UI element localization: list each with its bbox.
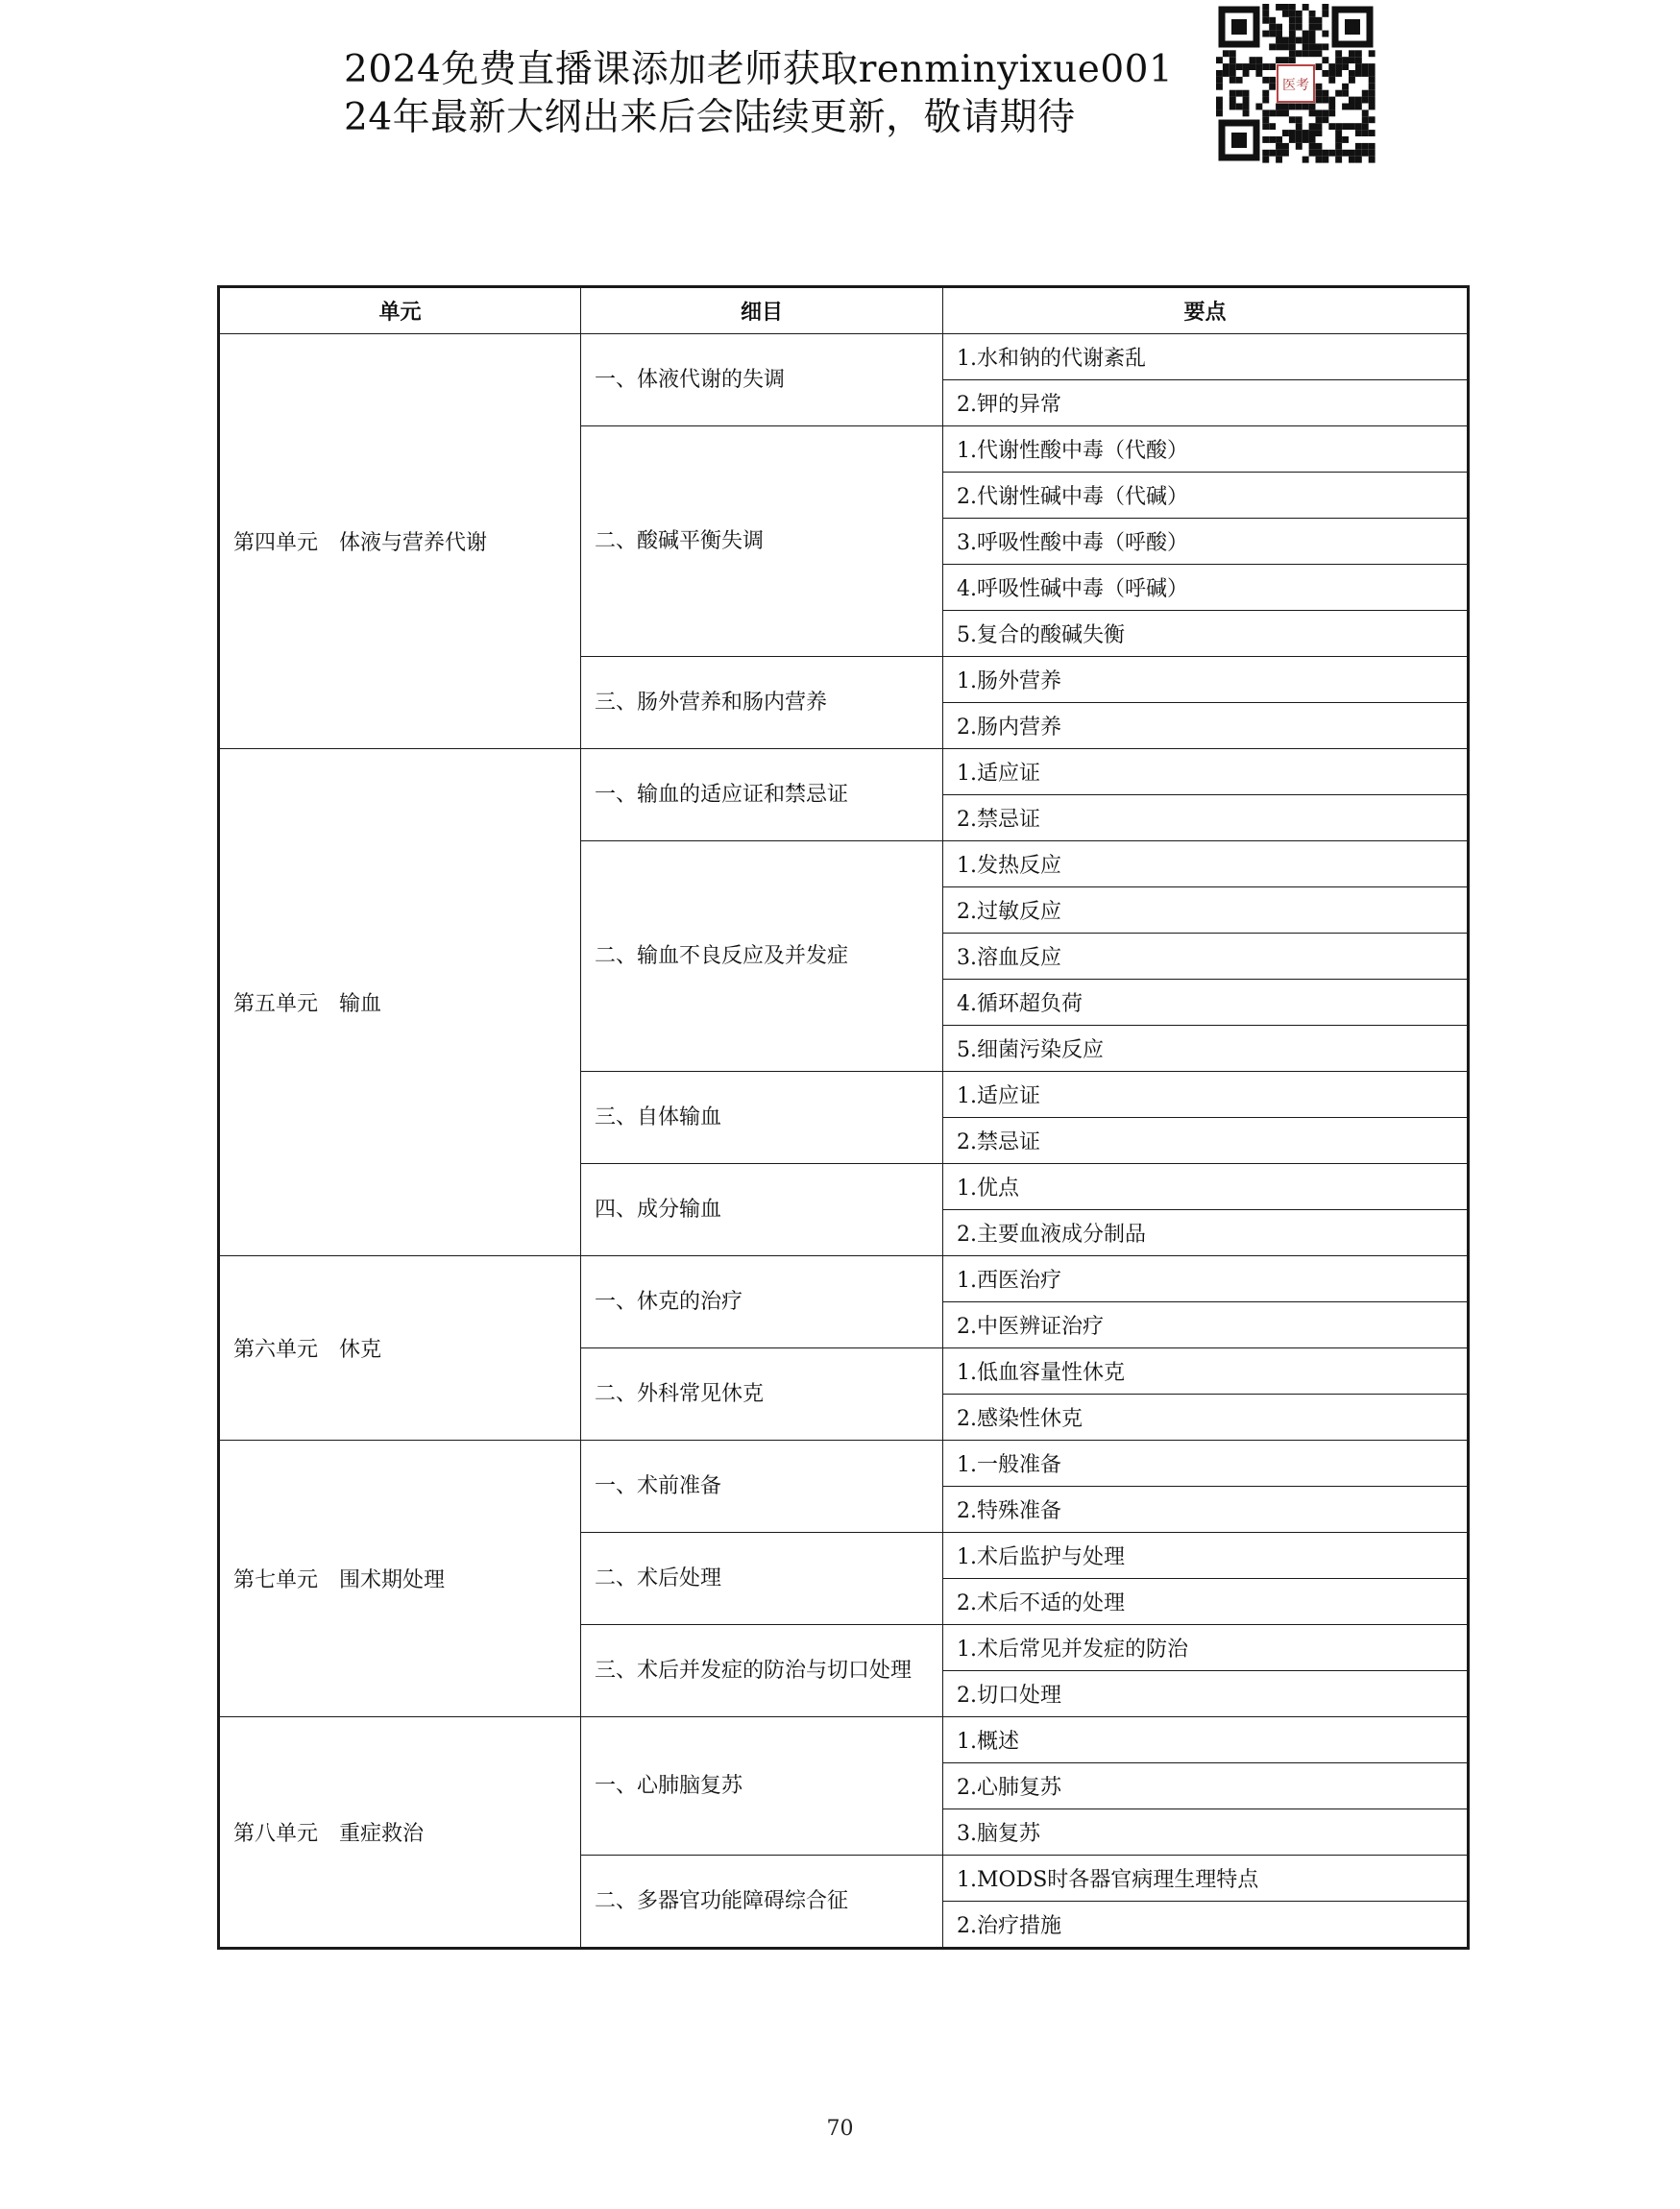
qr-module bbox=[1269, 77, 1276, 84]
qr-module bbox=[1328, 97, 1335, 104]
header-line-1: 2024免费直播课添加老师获取renminyixue001 bbox=[344, 48, 1174, 91]
qr-module bbox=[1262, 17, 1269, 24]
point-cell: 1.适应证 bbox=[943, 1072, 1469, 1118]
qr-module bbox=[1230, 70, 1236, 77]
qr-module bbox=[1250, 63, 1256, 70]
qr-module bbox=[1309, 11, 1316, 17]
qr-module bbox=[1362, 123, 1369, 130]
point-cell: 1.代谢性酸中毒（代酸） bbox=[943, 426, 1469, 473]
qr-module bbox=[1243, 104, 1250, 110]
qr-module bbox=[1328, 77, 1335, 84]
qr-module bbox=[1216, 77, 1223, 84]
unit-cell: 第四单元 体液与营养代谢 bbox=[219, 334, 581, 749]
qr-module bbox=[1335, 157, 1342, 163]
qr-module bbox=[1236, 63, 1243, 70]
qr-module bbox=[1362, 109, 1369, 116]
syllabus-table bbox=[217, 285, 1470, 1950]
qr-module bbox=[1303, 31, 1309, 37]
qr-module bbox=[1289, 130, 1296, 136]
point-cell: 2.禁忌证 bbox=[943, 795, 1469, 841]
page-number: 70 bbox=[826, 2117, 854, 2141]
qr-module bbox=[1362, 143, 1369, 150]
qr-module bbox=[1369, 63, 1376, 70]
qr-module bbox=[1342, 84, 1349, 90]
syllabus-body bbox=[219, 334, 1469, 1949]
column-header-detail: 细目 bbox=[581, 287, 943, 334]
qr-module bbox=[1255, 63, 1262, 70]
qr-module bbox=[1328, 123, 1335, 130]
qr-module bbox=[1276, 4, 1282, 11]
qr-module bbox=[1216, 57, 1223, 63]
point-cell: 1.术后常见并发症的防治 bbox=[943, 1625, 1469, 1671]
qr-module bbox=[1349, 77, 1355, 84]
qr-module bbox=[1322, 150, 1328, 157]
qr-module bbox=[1362, 130, 1369, 136]
point-cell: 3.呼吸性酸中毒（呼酸） bbox=[943, 519, 1469, 565]
qr-module bbox=[1223, 70, 1230, 77]
qr-module bbox=[1328, 70, 1335, 77]
qr-module bbox=[1316, 157, 1323, 163]
qr-module bbox=[1316, 63, 1323, 70]
qr-module bbox=[1369, 77, 1376, 84]
qr-module bbox=[1335, 57, 1342, 63]
qr-module bbox=[1342, 57, 1349, 63]
qr-module bbox=[1316, 123, 1323, 130]
qr-module bbox=[1269, 150, 1276, 157]
qr-module bbox=[1262, 11, 1269, 17]
qr-module bbox=[1230, 50, 1236, 57]
qr-module bbox=[1328, 109, 1335, 116]
point-cell: 2.代谢性碱中毒（代碱） bbox=[943, 473, 1469, 519]
detail-cell: 三、自体输血 bbox=[581, 1072, 943, 1164]
qr-module bbox=[1236, 90, 1243, 97]
qr-module bbox=[1230, 57, 1236, 63]
qr-module bbox=[1342, 123, 1349, 130]
qr-module bbox=[1309, 150, 1316, 157]
qr-module bbox=[1303, 136, 1309, 143]
qr-module bbox=[1289, 116, 1296, 123]
qr-module bbox=[1303, 37, 1309, 44]
qr-module bbox=[1216, 84, 1223, 90]
point-cell: 2.心肺复苏 bbox=[943, 1763, 1469, 1809]
qr-module bbox=[1262, 90, 1269, 97]
qr-module bbox=[1355, 104, 1362, 110]
qr-module bbox=[1342, 136, 1349, 143]
qr-module bbox=[1369, 157, 1376, 163]
table-row bbox=[219, 1441, 1469, 1487]
qr-module bbox=[1349, 50, 1355, 57]
qr-module bbox=[1362, 150, 1369, 157]
point-cell: 1.低血容量性休克 bbox=[943, 1348, 1469, 1395]
point-cell: 2.感染性休克 bbox=[943, 1395, 1469, 1441]
qr-module bbox=[1328, 63, 1335, 70]
qr-module bbox=[1289, 136, 1296, 143]
qr-module bbox=[1223, 63, 1230, 70]
qr-module bbox=[1303, 130, 1309, 136]
qr-module bbox=[1369, 50, 1376, 57]
qr-module bbox=[1255, 70, 1262, 77]
qr-module bbox=[1322, 31, 1328, 37]
qr-module bbox=[1335, 90, 1342, 97]
table-row bbox=[219, 1256, 1469, 1302]
qr-module bbox=[1276, 104, 1282, 110]
qr-module bbox=[1276, 31, 1282, 37]
qr-module bbox=[1309, 24, 1316, 31]
qr-module bbox=[1262, 157, 1269, 163]
qr-module bbox=[1369, 143, 1376, 150]
qr-module bbox=[1335, 143, 1342, 150]
qr-module bbox=[1316, 109, 1323, 116]
qr-module bbox=[1276, 57, 1282, 63]
qr-module bbox=[1369, 150, 1376, 157]
point-cell: 3.脑复苏 bbox=[943, 1809, 1469, 1856]
point-cell: 1.水和钠的代谢紊乱 bbox=[943, 334, 1469, 380]
detail-cell: 二、术后处理 bbox=[581, 1533, 943, 1625]
table-row bbox=[219, 1717, 1469, 1763]
detail-cell: 二、多器官功能障碍综合征 bbox=[581, 1856, 943, 1949]
qr-module bbox=[1243, 90, 1250, 97]
point-cell: 2.钾的异常 bbox=[943, 380, 1469, 426]
qr-module bbox=[1322, 90, 1328, 97]
qr-module bbox=[1342, 63, 1349, 70]
qr-module bbox=[1276, 136, 1282, 143]
column-header-point: 要点 bbox=[943, 287, 1469, 334]
qr-module bbox=[1369, 84, 1376, 90]
qr-module bbox=[1276, 157, 1282, 163]
qr-module bbox=[1262, 116, 1269, 123]
qr-module bbox=[1309, 50, 1316, 57]
qr-module bbox=[1262, 77, 1269, 84]
point-cell: 2.术后不适的处理 bbox=[943, 1579, 1469, 1625]
qr-module bbox=[1309, 143, 1316, 150]
qr-module bbox=[1335, 136, 1342, 143]
point-cell: 1.术后监护与处理 bbox=[943, 1533, 1469, 1579]
qr-module bbox=[1303, 157, 1309, 163]
qr-module bbox=[1316, 43, 1323, 50]
detail-cell: 二、输血不良反应及并发症 bbox=[581, 841, 943, 1072]
qr-module bbox=[1289, 11, 1296, 17]
qr-module bbox=[1355, 157, 1362, 163]
qr-module bbox=[1276, 150, 1282, 157]
qr-module bbox=[1335, 70, 1342, 77]
qr-module bbox=[1369, 130, 1376, 136]
point-cell: 1.肠外营养 bbox=[943, 657, 1469, 703]
qr-module bbox=[1262, 97, 1269, 104]
qr-module bbox=[1303, 4, 1309, 11]
qr-module bbox=[1328, 150, 1335, 157]
unit-cell: 第六单元 休克 bbox=[219, 1256, 581, 1441]
header-line-2: 24年最新大纲出来后会陆续更新，敬请期待 bbox=[344, 96, 1076, 139]
qr-module bbox=[1355, 50, 1362, 57]
qr-module bbox=[1355, 123, 1362, 130]
qr-module bbox=[1349, 104, 1355, 110]
point-cell: 1.一般准备 bbox=[943, 1441, 1469, 1487]
qr-module bbox=[1369, 116, 1376, 123]
qr-module bbox=[1335, 63, 1342, 70]
qr-module bbox=[1262, 109, 1269, 116]
qr-module bbox=[1362, 97, 1369, 104]
point-cell: 1.适应证 bbox=[943, 749, 1469, 795]
qr-module bbox=[1289, 43, 1296, 50]
qr-module bbox=[1349, 70, 1355, 77]
qr-module bbox=[1262, 63, 1269, 70]
point-cell: 1.发热反应 bbox=[943, 841, 1469, 887]
unit-cell: 第五单元 输血 bbox=[219, 749, 581, 1256]
qr-module bbox=[1355, 63, 1362, 70]
qr-module bbox=[1309, 37, 1316, 44]
qr-module bbox=[1269, 43, 1276, 50]
detail-cell: 二、酸碱平衡失调 bbox=[581, 426, 943, 657]
qr-module bbox=[1335, 123, 1342, 130]
qr-module bbox=[1282, 143, 1289, 150]
qr-module bbox=[1282, 104, 1289, 110]
qr-module bbox=[1335, 150, 1342, 157]
point-cell: 2.肠内营养 bbox=[943, 703, 1469, 749]
qr-module bbox=[1296, 130, 1303, 136]
qr-module bbox=[1362, 63, 1369, 70]
qr-module bbox=[1309, 17, 1316, 24]
qr-module bbox=[1296, 143, 1303, 150]
qr-module bbox=[1303, 104, 1309, 110]
qr-module bbox=[1316, 143, 1323, 150]
qr-module bbox=[1255, 57, 1262, 63]
point-cell: 1.概述 bbox=[943, 1717, 1469, 1763]
qr-module bbox=[1349, 157, 1355, 163]
qr-module bbox=[1369, 97, 1376, 104]
qr-module bbox=[1316, 17, 1323, 24]
qr-module bbox=[1322, 116, 1328, 123]
point-cell: 2.中医辨证治疗 bbox=[943, 1302, 1469, 1348]
qr-module bbox=[1322, 4, 1328, 11]
qr-module bbox=[1342, 104, 1349, 110]
qr-module bbox=[1349, 123, 1355, 130]
qr-module bbox=[1303, 43, 1309, 50]
table-row bbox=[219, 749, 1469, 795]
qr-module bbox=[1316, 84, 1323, 90]
qr-module bbox=[1355, 130, 1362, 136]
qr-module bbox=[1349, 57, 1355, 63]
qr-module bbox=[1282, 4, 1289, 11]
qr-module bbox=[1342, 150, 1349, 157]
qr-module bbox=[1289, 50, 1296, 57]
qr-module bbox=[1289, 57, 1296, 63]
qr-module bbox=[1362, 116, 1369, 123]
qr-module bbox=[1322, 70, 1328, 77]
qr-module bbox=[1289, 17, 1296, 24]
qr-module bbox=[1296, 50, 1303, 57]
qr-module bbox=[1255, 104, 1262, 110]
point-cell: 5.复合的酸碱失衡 bbox=[943, 611, 1469, 657]
point-cell: 2.过敏反应 bbox=[943, 887, 1469, 934]
qr-module bbox=[1342, 90, 1349, 97]
qr-module bbox=[1282, 11, 1289, 17]
table-header-row bbox=[219, 287, 1469, 334]
qr-module bbox=[1216, 97, 1223, 104]
qr-module bbox=[1269, 17, 1276, 24]
qr-module bbox=[1309, 104, 1316, 110]
point-cell: 3.溶血反应 bbox=[943, 934, 1469, 980]
qr-module bbox=[1289, 31, 1296, 37]
qr-module bbox=[1355, 143, 1362, 150]
point-cell: 1.MODS时各器官病理生理特点 bbox=[943, 1856, 1469, 1902]
qr-module bbox=[1269, 31, 1276, 37]
detail-cell: 一、心肺脑复苏 bbox=[581, 1717, 943, 1856]
qr-module bbox=[1369, 70, 1376, 77]
qr-module bbox=[1269, 136, 1276, 143]
qr-module bbox=[1269, 63, 1276, 70]
qr-module bbox=[1230, 63, 1236, 70]
point-cell: 2.主要血液成分制品 bbox=[943, 1210, 1469, 1256]
qr-module bbox=[1309, 136, 1316, 143]
qr-module bbox=[1282, 150, 1289, 157]
qr-module bbox=[1322, 11, 1328, 17]
qr-module bbox=[1316, 116, 1323, 123]
qr-module bbox=[1236, 104, 1243, 110]
qr-module bbox=[1296, 136, 1303, 143]
qr-module bbox=[1316, 50, 1323, 57]
qr-module bbox=[1335, 50, 1342, 57]
qr-module bbox=[1362, 70, 1369, 77]
qr-module bbox=[1282, 109, 1289, 116]
unit-cell: 第七单元 围术期处理 bbox=[219, 1441, 581, 1717]
qr-module bbox=[1243, 70, 1250, 77]
qr-module bbox=[1309, 31, 1316, 37]
point-cell: 1.西医治疗 bbox=[943, 1256, 1469, 1302]
qr-module bbox=[1289, 24, 1296, 31]
qr-module bbox=[1322, 157, 1328, 163]
qr-module bbox=[1303, 50, 1309, 57]
point-cell: 1.优点 bbox=[943, 1164, 1469, 1210]
qr-module bbox=[1282, 57, 1289, 63]
qr-code bbox=[1216, 4, 1376, 163]
qr-module bbox=[1296, 24, 1303, 31]
qr-module bbox=[1216, 70, 1223, 77]
qr-module bbox=[1262, 136, 1269, 143]
column-header-unit: 单元 bbox=[219, 287, 581, 334]
qr-module bbox=[1296, 11, 1303, 17]
qr-module bbox=[1355, 150, 1362, 157]
unit-cell: 第八单元 重症救治 bbox=[219, 1717, 581, 1949]
qr-module bbox=[1316, 130, 1323, 136]
point-cell: 2.特殊准备 bbox=[943, 1487, 1469, 1533]
qr-module bbox=[1349, 150, 1355, 157]
qr-module bbox=[1316, 97, 1323, 104]
qr-module bbox=[1289, 104, 1296, 110]
qr-module bbox=[1289, 37, 1296, 44]
qr-module bbox=[1296, 116, 1303, 123]
table-row bbox=[219, 334, 1469, 380]
qr-module bbox=[1276, 24, 1282, 31]
qr-module bbox=[1296, 17, 1303, 24]
detail-cell: 二、外科常见休克 bbox=[581, 1348, 943, 1441]
qr-module bbox=[1309, 130, 1316, 136]
qr-module bbox=[1269, 109, 1276, 116]
qr-module bbox=[1322, 109, 1328, 116]
point-cell: 2.禁忌证 bbox=[943, 1118, 1469, 1164]
qr-module bbox=[1250, 57, 1256, 63]
detail-cell: 一、体液代谢的失调 bbox=[581, 334, 943, 426]
qr-module bbox=[1262, 150, 1269, 157]
qr-module bbox=[1276, 37, 1282, 44]
qr-module bbox=[1243, 97, 1250, 104]
qr-module bbox=[1362, 90, 1369, 97]
qr-module bbox=[1276, 43, 1282, 50]
qr-module bbox=[1316, 90, 1323, 97]
point-cell: 5.细菌污染反应 bbox=[943, 1026, 1469, 1072]
point-cell: 4.循环超负荷 bbox=[943, 980, 1469, 1026]
detail-cell: 三、肠外营养和肠内营养 bbox=[581, 657, 943, 749]
qr-module bbox=[1230, 97, 1236, 104]
qr-module bbox=[1316, 24, 1323, 31]
qr-module bbox=[1355, 70, 1362, 77]
qr-module bbox=[1243, 63, 1250, 70]
detail-cell: 三、术后并发症的防治与切口处理 bbox=[581, 1625, 943, 1717]
qr-module bbox=[1309, 109, 1316, 116]
qr-module bbox=[1236, 77, 1243, 84]
qr-module bbox=[1349, 97, 1355, 104]
point-cell: 2.切口处理 bbox=[943, 1671, 1469, 1717]
qr-module bbox=[1276, 143, 1282, 150]
qr-module bbox=[1269, 84, 1276, 90]
qr-module bbox=[1262, 31, 1269, 37]
qr-module bbox=[1369, 90, 1376, 97]
qr-module bbox=[1216, 109, 1223, 116]
qr-module bbox=[1282, 43, 1289, 50]
qr-module bbox=[1230, 104, 1236, 110]
qr-module bbox=[1289, 4, 1296, 11]
page-header bbox=[344, 46, 1173, 142]
qr-module bbox=[1322, 43, 1328, 50]
qr-module bbox=[1269, 24, 1276, 31]
qr-module bbox=[1355, 57, 1362, 63]
detail-cell: 一、休克的治疗 bbox=[581, 1256, 943, 1348]
qr-module bbox=[1282, 130, 1289, 136]
qr-module bbox=[1322, 57, 1328, 63]
qr-module bbox=[1316, 150, 1323, 157]
qr-module bbox=[1269, 123, 1276, 130]
qr-module bbox=[1296, 104, 1303, 110]
point-cell: 4.呼吸性碱中毒（呼碱） bbox=[943, 565, 1469, 611]
qr-module bbox=[1243, 109, 1250, 116]
qr-module bbox=[1276, 109, 1282, 116]
qr-module bbox=[1369, 104, 1376, 110]
qr-module bbox=[1282, 37, 1289, 44]
qr-module bbox=[1262, 4, 1269, 11]
detail-cell: 四、成分输血 bbox=[581, 1164, 943, 1256]
qr-module bbox=[1223, 50, 1230, 57]
qr-module bbox=[1216, 104, 1223, 110]
detail-cell: 一、输血的适应证和禁忌证 bbox=[581, 749, 943, 841]
qr-module bbox=[1296, 37, 1303, 44]
qr-module bbox=[1309, 43, 1316, 50]
qr-module bbox=[1230, 77, 1236, 84]
qr-module bbox=[1296, 123, 1303, 130]
qr-module bbox=[1335, 130, 1342, 136]
qr-module bbox=[1309, 123, 1316, 130]
detail-cell: 一、术前准备 bbox=[581, 1441, 943, 1533]
point-cell: 2.治疗措施 bbox=[943, 1902, 1469, 1949]
qr-module bbox=[1355, 97, 1362, 104]
qr-module bbox=[1322, 97, 1328, 104]
qr-module bbox=[1262, 123, 1269, 130]
qr-module bbox=[1328, 104, 1335, 110]
qr-center-label: 医考 bbox=[1282, 78, 1309, 93]
qr-module bbox=[1230, 90, 1236, 97]
